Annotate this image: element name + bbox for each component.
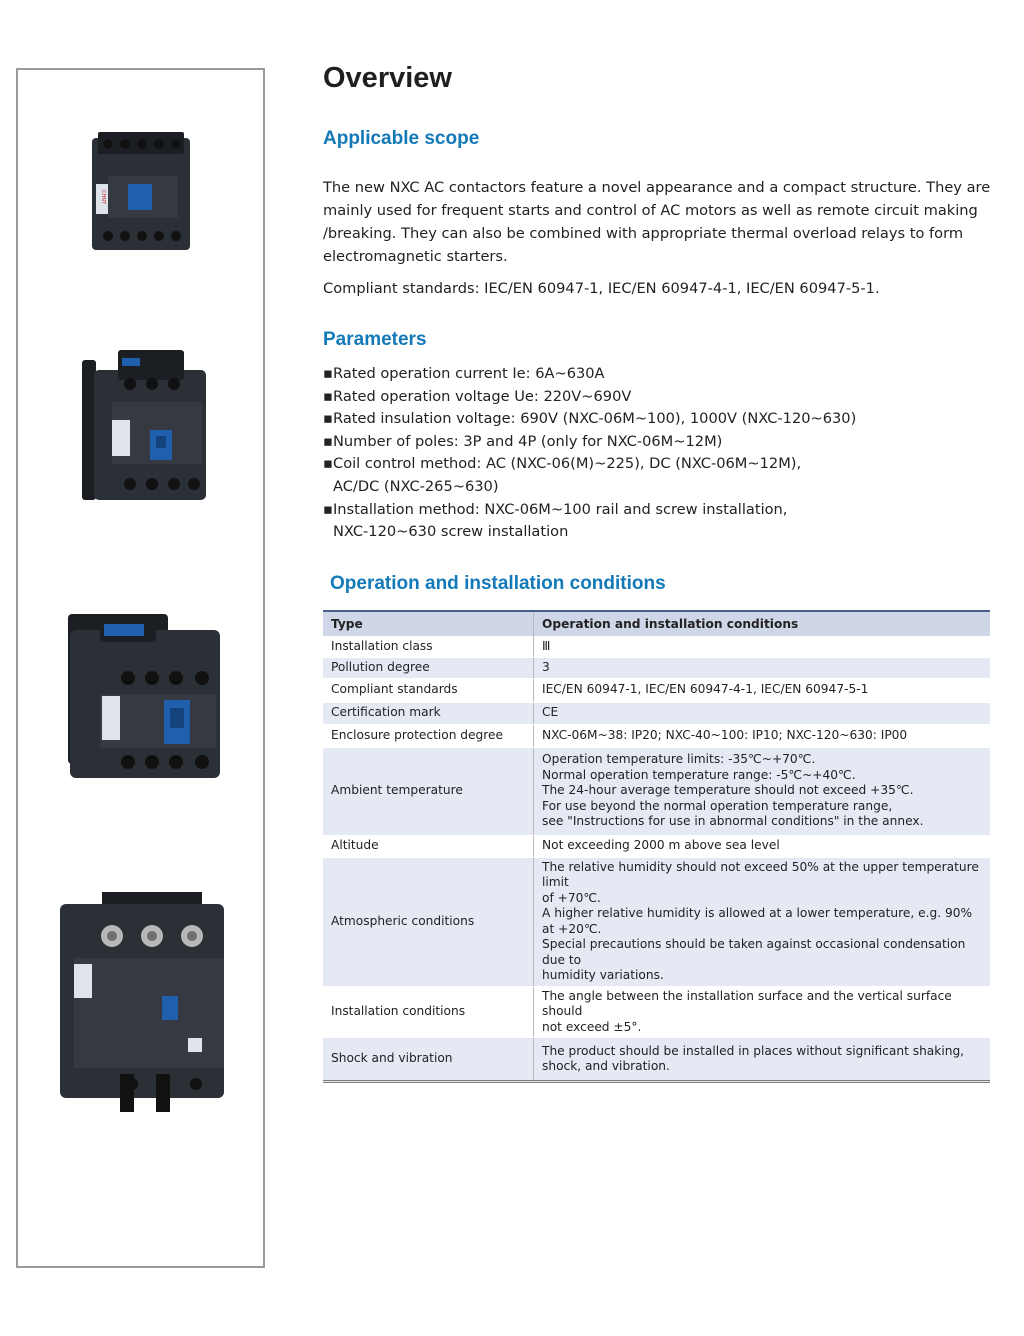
table-row [323, 747, 990, 835]
row-type: Altitude [323, 835, 534, 857]
conditions-table [323, 610, 990, 1083]
row-value: Ⅲ [534, 636, 991, 657]
row-value: CE [534, 702, 991, 724]
row-type: Atmospheric conditions [323, 857, 534, 986]
row-type: Enclosure protection degree [323, 724, 534, 747]
column-header-type: Type [323, 611, 534, 636]
contactor-image-small [88, 132, 198, 260]
list-item: ▪Rated insulation voltage: 690V (NXC-06M~100), 1000V (NXC-120~630) [323, 410, 857, 428]
list-item: ▪Rated operation voltage Ue: 220V~690V [323, 387, 632, 405]
table-row [323, 678, 990, 702]
row-value: 3 [534, 657, 991, 678]
applicable-scope-heading: Applicable scope [323, 128, 480, 149]
table-row [323, 986, 990, 1038]
column-header-conditions: Operation and installation conditions [534, 611, 991, 636]
row-type: Ambient temperature [323, 747, 534, 835]
table-row [323, 657, 990, 678]
conditions-heading: Operation and installation conditions [330, 573, 666, 594]
row-value: IEC/EN 60947-1, IEC/EN 60947-4-1, IEC/EN 60947-5-1 [534, 678, 991, 702]
row-value: Not exceeding 2000 m above sea level [534, 835, 991, 857]
table-row [323, 636, 990, 657]
row-type: Compliant standards [323, 678, 534, 702]
table-row [323, 857, 990, 986]
row-value: The relative humidity should not exceed 50% at the upper temperature limit of +70℃. A higher relative humidity is allowed at a lower temperature, e.g. 90% at +20℃. Special precautions should be taken against occasional condensation due to humidity variations. [534, 857, 991, 986]
table-header-row [323, 611, 990, 636]
contactor-image-medium [82, 350, 212, 508]
contactor-image-large [66, 602, 224, 798]
contactor-image-xlarge [60, 888, 226, 1116]
row-type: Shock and vibration [323, 1038, 534, 1082]
parameters-heading: Parameters [323, 329, 427, 350]
row-value: The product should be installed in places without significant shaking, shock, and vibration. [534, 1038, 991, 1082]
applicable-scope-paragraph: The new NXC AC contactors feature a novel appearance and a compact structure. They are mainly used for frequent starts and control of AC motors as well as remote circuit making /breaking. They can also be combined with appropriate thermal overload relays to form electromagnetic starters. [323, 179, 991, 265]
row-type: Certification mark [323, 702, 534, 724]
table-row [323, 835, 990, 857]
row-value: Operation temperature limits: -35℃~+70℃. Normal operation temperature range: -5℃~+40℃. The 24-hour average temperature should not exceed +35℃. For use beyond the normal operation temperature range, see "Instructions for use in abnormal conditions" in the annex. [534, 747, 991, 835]
parameters-list [323, 363, 991, 544]
list-item: ▪Number of poles: 3P and 4P (only for NXC-06M~12M) [323, 432, 723, 450]
product-image-panel [16, 68, 265, 1268]
list-item: ▪Rated operation current Ie: 6A~630A [323, 365, 605, 382]
brand-label: CHNT [100, 190, 106, 205]
row-type: Installation conditions [323, 986, 534, 1038]
row-value: The angle between the installation surface and the vertical surface should not exceed ±5°. [534, 986, 991, 1038]
list-item: ▪Coil control method: AC (NXC-06(M)~225), DC (NXC-06M~12M), AC/DC (NXC-265~630) [323, 455, 802, 495]
compliant-standards-text: Compliant standards: IEC/EN 60947-1, IEC/EN 60947-4-1, IEC/EN 60947-5-1. [323, 280, 880, 297]
list-item: ▪Installation method: NXC-06M~100 rail and screw installation, NXC-120~630 screw installation [323, 500, 788, 541]
table-row [323, 702, 990, 724]
row-type: Pollution degree [323, 657, 534, 678]
table-row [323, 724, 990, 747]
row-type: Installation class [323, 636, 534, 657]
table-row [323, 1038, 990, 1082]
row-value: NXC-06M~38: IP20; NXC-40~100: IP10; NXC-120~630: IP00 [534, 724, 991, 747]
page-title: Overview [323, 62, 452, 94]
